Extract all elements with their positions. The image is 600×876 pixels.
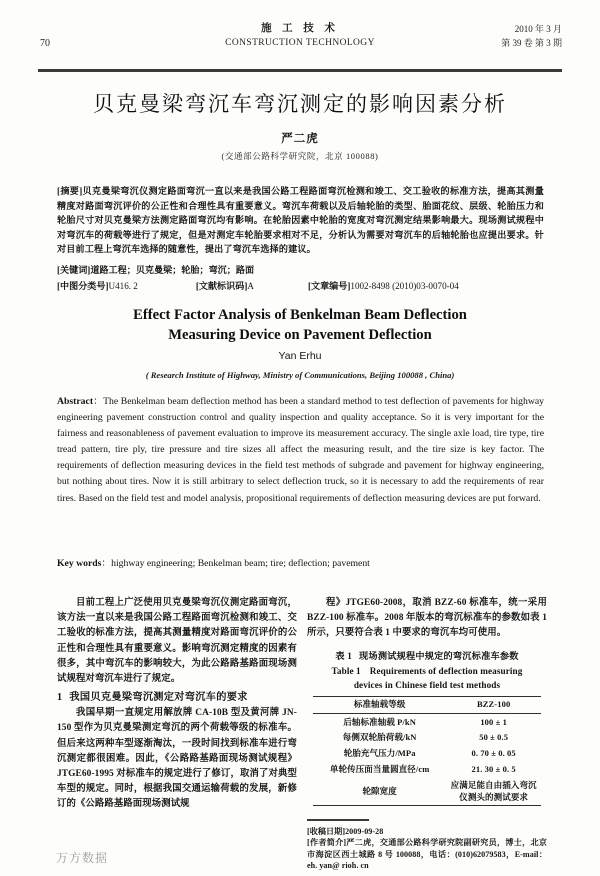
keywords-en <box>57 556 544 572</box>
doc-code-value: A <box>247 281 254 291</box>
table-caption-en <box>307 664 547 693</box>
table-row <box>313 761 541 777</box>
table-cell-label: 轮胎充气压力/MPa <box>343 748 416 759</box>
page-title-en <box>60 305 540 345</box>
table-caption-en-line2: devices in Chinese field test methods <box>353 680 501 691</box>
abstract-en <box>57 394 544 507</box>
table-row <box>313 746 541 762</box>
table-cell-value: 应满足能自由插入弯沉仪测头的测试要求 <box>446 777 541 806</box>
table-row <box>313 730 541 746</box>
footnote-author-label: [作者简介] <box>307 838 347 848</box>
page-number: 70 <box>40 38 50 49</box>
body-column-right <box>307 596 547 872</box>
journal-masthead <box>38 22 562 50</box>
page-header <box>38 22 562 68</box>
section-number-1: 1 <box>57 692 63 704</box>
abstract-cn-label: [摘要] <box>57 186 83 196</box>
author-affiliation-cn: (交通部公路科学研究院，北京 100088) <box>221 151 379 161</box>
page-title-en-line1: Effect Factor Analysis of Benkelman Beam Deflection <box>133 307 467 323</box>
body-paragraph-1: 目前工程上广泛使用贝克曼梁弯沉仪测定路面弯沉，该方法一直以来是我国公路工程路面弯沉检测和竣工、交工验收的标准方法，提高其测量精度对路面弯沉评价的公正性和合理性具有重要意义。影响弯沉测定精度的因素有很多，其中弯沉车的影响较大，为此公路路基路面现场测试规程对弯沉车进行了规定。 <box>57 598 297 685</box>
abstract-en-label: Abstract <box>57 396 94 407</box>
clc-label: [中图分类号] <box>57 281 109 291</box>
body-column-left <box>57 596 297 813</box>
footnote-received <box>307 826 547 838</box>
header-divider-rule <box>38 69 562 72</box>
footnote-received-value: 2009-09-28 <box>345 826 384 836</box>
article-id-label: [文章编号] <box>307 281 351 291</box>
abstract-en-separator: ： <box>93 396 104 407</box>
abstract-cn-text: 贝克曼梁弯沉仪测定路面弯沉一直以来是我国公路工程路面弯沉检测和竣工、交工验收的标准方法，提高其测量精度对路面弯沉评价的公正性和合理性具有重要意义。弯沉车荷载以及后轴轮胎的类型、胎面花纹、层级、轮胎压力和轮胎尺寸对贝克曼梁方法测定路面弯沉均有影响。在轮胎因素中轮胎的宽度对弯沉测定结果影响最大。现场测试规程中对弯沉车的荷载等进行了规定，但是对测定车轮胎要求相对不足，分析认为需要对弯沉车的后轴轮胎也应提出要求。针对目前工程上弯沉车选择的随意性，提出了弯沉车选择的建议。 <box>57 186 544 255</box>
keywords-en-text: highway engineering; Benkelman beam; tire; deflection; pavement <box>111 558 370 569</box>
table-cell-label: 单轮传压面当量圆直径/cm <box>329 763 430 774</box>
table-cell-value: 21. 30 ± 0. 5 <box>471 763 516 774</box>
table-row <box>313 714 541 730</box>
table-caption-cn <box>307 649 547 664</box>
table-row <box>313 777 541 806</box>
page-title: 贝克曼梁弯沉车弯沉测定的影响因素分析 <box>93 92 507 116</box>
table-cell-label: 后轴标准轴载 P/kN <box>343 716 416 727</box>
page-title-en-line2: Measuring Device on Pavement Deflection <box>168 327 432 343</box>
abstract-en-text: The Benkelman beam deflection method has been a standard method to test deflection of pavements for highway engineering pavement construction control and quality inspection and quality acceptance. So it is very important for the fairness and reasonableness of pavement evaluation to improve its measurement accuracy. The single axle load, tire type, tire tread pattern, tire ply, tire pressure and tire sizes all affect the measuring result, and the tire size is key factor. The requirements of deflection measuring devices in the field test methods of subgrade and pavement for highway engineering, but nothing about tires. Now it is still arbitrary to select deflection truck, so it is necessary to add the requirements of rear tires. Based on the field test and model analysis, propositional requirements of deflection measuring devices are put forward. <box>57 396 545 504</box>
table-cell-value: 0. 70 ± 0. 05 <box>471 748 516 759</box>
table-header-row <box>313 696 541 714</box>
table-caption-cn-text: 现场测试规程中规定的弯沉标准车参数 <box>359 650 519 661</box>
table-number-cn: 表 1 <box>335 650 353 661</box>
author-affiliation-en: ( Research Institute of Highway, Ministry of Communications, Beijing 100088 , China) <box>145 370 455 380</box>
issue-info <box>501 22 562 50</box>
body-paragraph-3: 程》JTGE60-2008，取消 BZZ-60 标准车，统一采用 BZZ-100 标准车。2008 年版本的弯沉标准车的参数如表 1 所示，只要符合表 1 中要求的弯沉车均可使用。 <box>307 598 547 639</box>
abstract-cn <box>57 184 544 257</box>
keywords-cn <box>57 263 544 278</box>
classification-codes <box>57 279 544 294</box>
section-title-1: 我国贝克曼梁弯沉测定对弯沉车的要求 <box>69 692 248 704</box>
doc-code-label: [文献标识码] <box>195 281 248 291</box>
issue-date: 2010 年 3 月 <box>514 24 562 34</box>
table-header-cell-0: 标准轴载等级 <box>313 696 446 714</box>
journal-title-en: CONSTRUCTION TECHNOLOGY <box>225 38 375 48</box>
footnote-block <box>307 826 547 872</box>
keywords-en-separator: ： <box>101 558 112 569</box>
section-heading-1 <box>57 689 297 706</box>
table-number-en: Table 1 <box>331 665 361 676</box>
table-cell-value: 50 ± 0.5 <box>479 732 509 743</box>
footnote-divider-rule <box>307 819 369 820</box>
table-cell-value: 100 ± 1 <box>480 716 507 727</box>
article-id-value: 1002-8498 (2010)03-0070-04 <box>350 281 459 291</box>
table-cell-label: 轮隙宽度 <box>313 777 446 806</box>
clc-value: U416. 2 <box>108 281 138 291</box>
table-caption-en-text1: Requirements of deflection measuring <box>369 665 523 676</box>
keywords-en-label: Key words <box>57 558 102 569</box>
table-cell-label: 每侧双轮胎荷载/kN <box>342 732 417 743</box>
author-name-cn: 严二虎 <box>281 133 319 145</box>
issue-volume: 第 39 卷 第 3 期 <box>501 38 562 48</box>
table-caption-en-line1 <box>307 664 547 679</box>
journal-title-cn: 施 工 技 术 <box>261 23 339 34</box>
footnote-received-label: [收稿日期] <box>307 826 346 836</box>
body-paragraph-2: 我国早期一直规定用解放牌 CA-10B 型及黄河牌 JN-150 型作为贝克曼梁测定弯沉的两个荷载等级的标准车。但后来这两种车型逐渐淘汰，一段时间找到标准车进行弯沉测定都很困难。因此，《公路路基路面现场测试规程》JTGE60-1995 对标准车的规定进行了修订，取消了对典型车型的规定。同时，根据我国交通运输荷载的发展，新修订的《公路路基路面现场测试规 <box>57 708 297 810</box>
author-name-en: Yan Erhu <box>278 350 322 362</box>
table-header-cell-1: BZZ-100 <box>446 696 541 714</box>
keywords-cn-label: [关键词] <box>57 265 91 275</box>
footnote-author-text: 严二虎，交通部公路科学研究院副研究员，博士，北京市海淀区西土城路 8 号 100088，电话：(010)62079583，E-mail：eh. yan@ rioh. cn <box>307 838 547 871</box>
requirements-table <box>313 696 541 807</box>
database-watermark: 万方数据 <box>56 851 109 865</box>
keywords-cn-text: 道路工程；贝克曼梁；轮胎；弯沉；路面 <box>90 265 255 275</box>
